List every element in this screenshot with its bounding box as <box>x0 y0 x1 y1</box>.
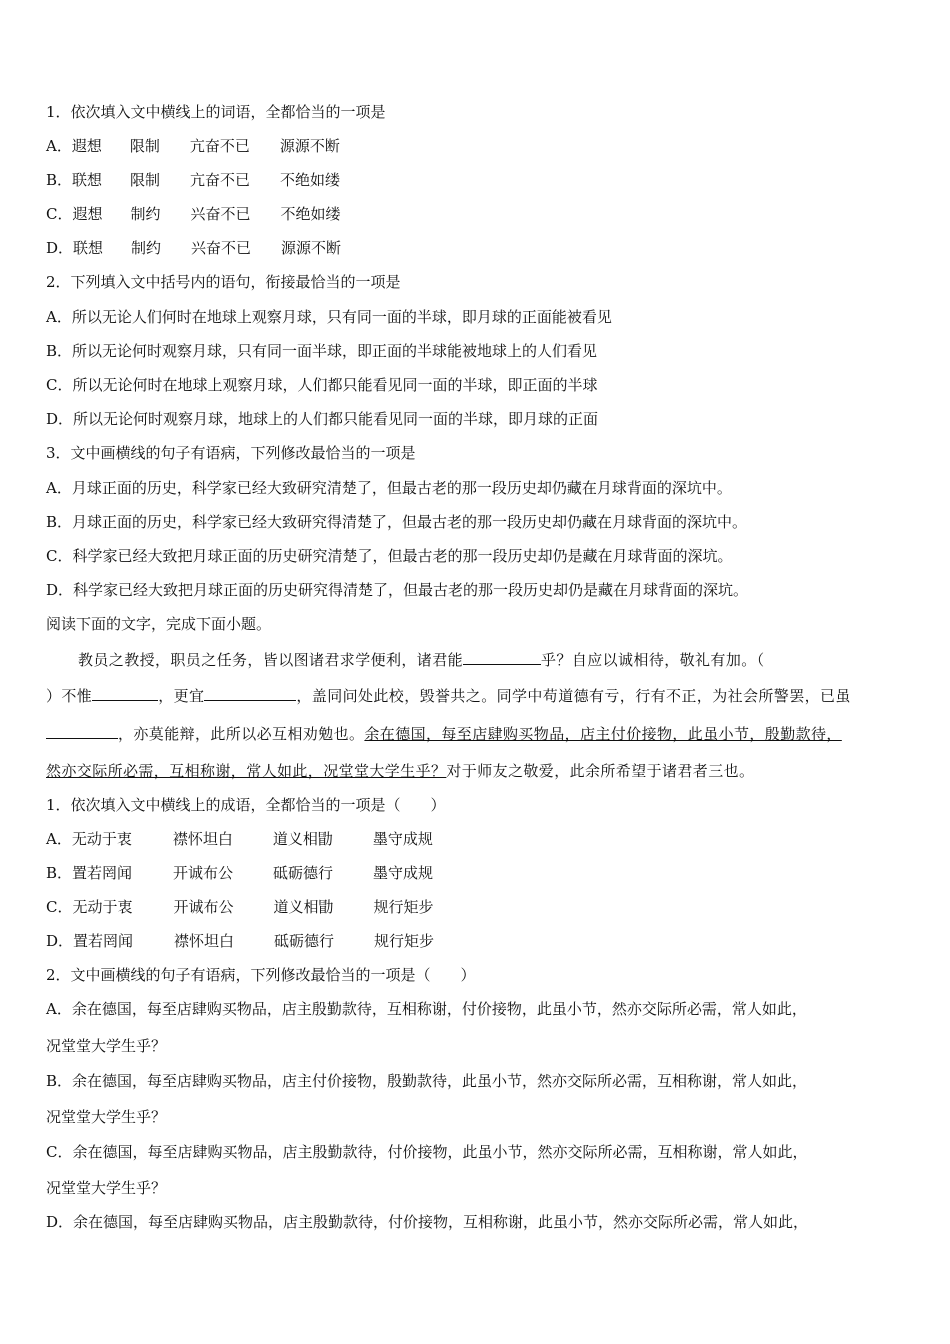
fill-blank <box>92 686 158 701</box>
passage-line: 然亦交际所必需，互相称谢，常人如此，况堂堂大学生乎？对于师友之敬爱，此余所希望于诸君者三也。 <box>46 762 755 780</box>
option-row: D．联想 制约 兴奋不已 源源不断 <box>46 239 342 257</box>
option-row: B．月球正面的历史，科学家已经大致研究得清楚了，但最古老的那一段历史却仍藏在月球背面的深坑中。 <box>46 513 748 531</box>
fill-blank <box>46 724 118 739</box>
option-row: C．所以无论何时在地球上观察月球，人们都只能看见同一面的半球，即正面的半球 <box>46 376 598 394</box>
option-row: A．无动于衷 襟怀坦白 道义相勖 墨守成规 <box>46 830 433 848</box>
option-row: C．遐想 制约 兴奋不已 不绝如缕 <box>46 205 341 223</box>
passage-line: ，亦莫能辩，此所以必互相劝勉也。余在德国，每至店肆购买物品，店主付价接物，此虽小节，殷勤款待， <box>46 724 906 744</box>
option-row: D．所以无论何时观察月球，地球上的人们都只能看见同一面的半球，即月球的正面 <box>46 410 599 428</box>
option-row-cont: 况堂堂大学生乎？ <box>46 1108 167 1126</box>
underlined-sentence: 余在德国，每至店肆购买物品，店主付价接物，此虽小节，殷勤款待， <box>364 725 842 743</box>
option-row: B．所以无论何时观察月球，只有同一面半球，即正面的半球能被地球上的人们看见 <box>46 342 598 360</box>
option-row: C．无动于衷 开诚布公 道义相勖 规行矩步 <box>46 898 434 916</box>
option-row-cont: 况堂堂大学生乎？ <box>46 1179 167 1197</box>
option-row: B．置若罔闻 开诚布公 砥砺德行 墨守成规 <box>46 864 434 882</box>
question-stem: 3．文中画横线的句子有语病，下列修改最恰当的一项是 <box>46 444 416 462</box>
option-row: B．余在德国，每至店肆购买物品，店主付价接物，殷勤款待，此虽小节，然亦交际所必需，互相称谢，常人如此， <box>46 1072 808 1090</box>
option-row: A．月球正面的历史，科学家已经大致研究清楚了，但最古老的那一段历史却仍藏在月球背面的深坑中。 <box>46 479 732 497</box>
question-stem: 2．文中画横线的句子有语病，下列修改最恰当的一项是（ ） <box>46 966 476 984</box>
option-row: A．遐想 限制 亢奋不已 源源不断 <box>46 137 340 155</box>
passage-line: 教员之教授，职员之任务，皆以图诸君求学便利，诸君能 乎？自应以诚相待，敬礼有加。（ <box>78 651 765 669</box>
question-stem: 2．下列填入文中括号内的语句，衔接最恰当的一项是 <box>46 273 401 291</box>
underlined-sentence: 然亦交际所必需，互相称谢，常人如此，况堂堂大学生乎？ <box>46 762 447 780</box>
option-row: D．科学家已经大致把月球正面的历史研究得清楚了，但最古老的那一段历史却仍是藏在月球背面的深坑。 <box>46 581 749 599</box>
option-row: A．所以无论人们何时在地球上观察月球，只有同一面的半球，即月球的正面能被看见 <box>46 308 612 326</box>
option-row-cont: 况堂堂大学生乎？ <box>46 1037 167 1055</box>
fill-blank <box>463 650 541 665</box>
fill-blank <box>204 686 296 701</box>
option-row: D．余在德国，每至店肆购买物品，店主殷勤款待，付价接物，互相称谢，此虽小节，然亦交际所必需，常人如此， <box>46 1213 809 1231</box>
option-row: D．置若罔闻 襟怀坦白 砥砺德行 规行矩步 <box>46 932 435 950</box>
question-stem: 1．依次填入文中横线上的成语，全都恰当的一项是（ ） <box>46 796 446 814</box>
option-row: A．余在德国，每至店肆购买物品，店主殷勤款待，互相称谢，付价接物，此虽小节，然亦交际所必需，常人如此， <box>46 1000 807 1018</box>
question-stem: 1．依次填入文中横线上的词语，全都恰当的一项是 <box>46 103 386 121</box>
passage-line: ）不惟 ，更宜 ，盖同问处此校，毁誉共之。同学中苟道德有亏，行有不正，为社会所警罢，已虽 <box>46 687 851 705</box>
option-row: C．余在德国，每至店肆购买物品，店主殷勤款待，付价接物，此虽小节，然亦交际所必需，互相称谢，常人如此， <box>46 1143 808 1161</box>
option-row: C．科学家已经大致把月球正面的历史研究清楚了，但最古老的那一段历史却仍是藏在月球背面的深坑。 <box>46 547 733 565</box>
option-row: B．联想 限制 亢奋不已 不绝如缕 <box>46 171 341 189</box>
reading-intro: 阅读下面的文字，完成下面小题。 <box>46 615 272 633</box>
